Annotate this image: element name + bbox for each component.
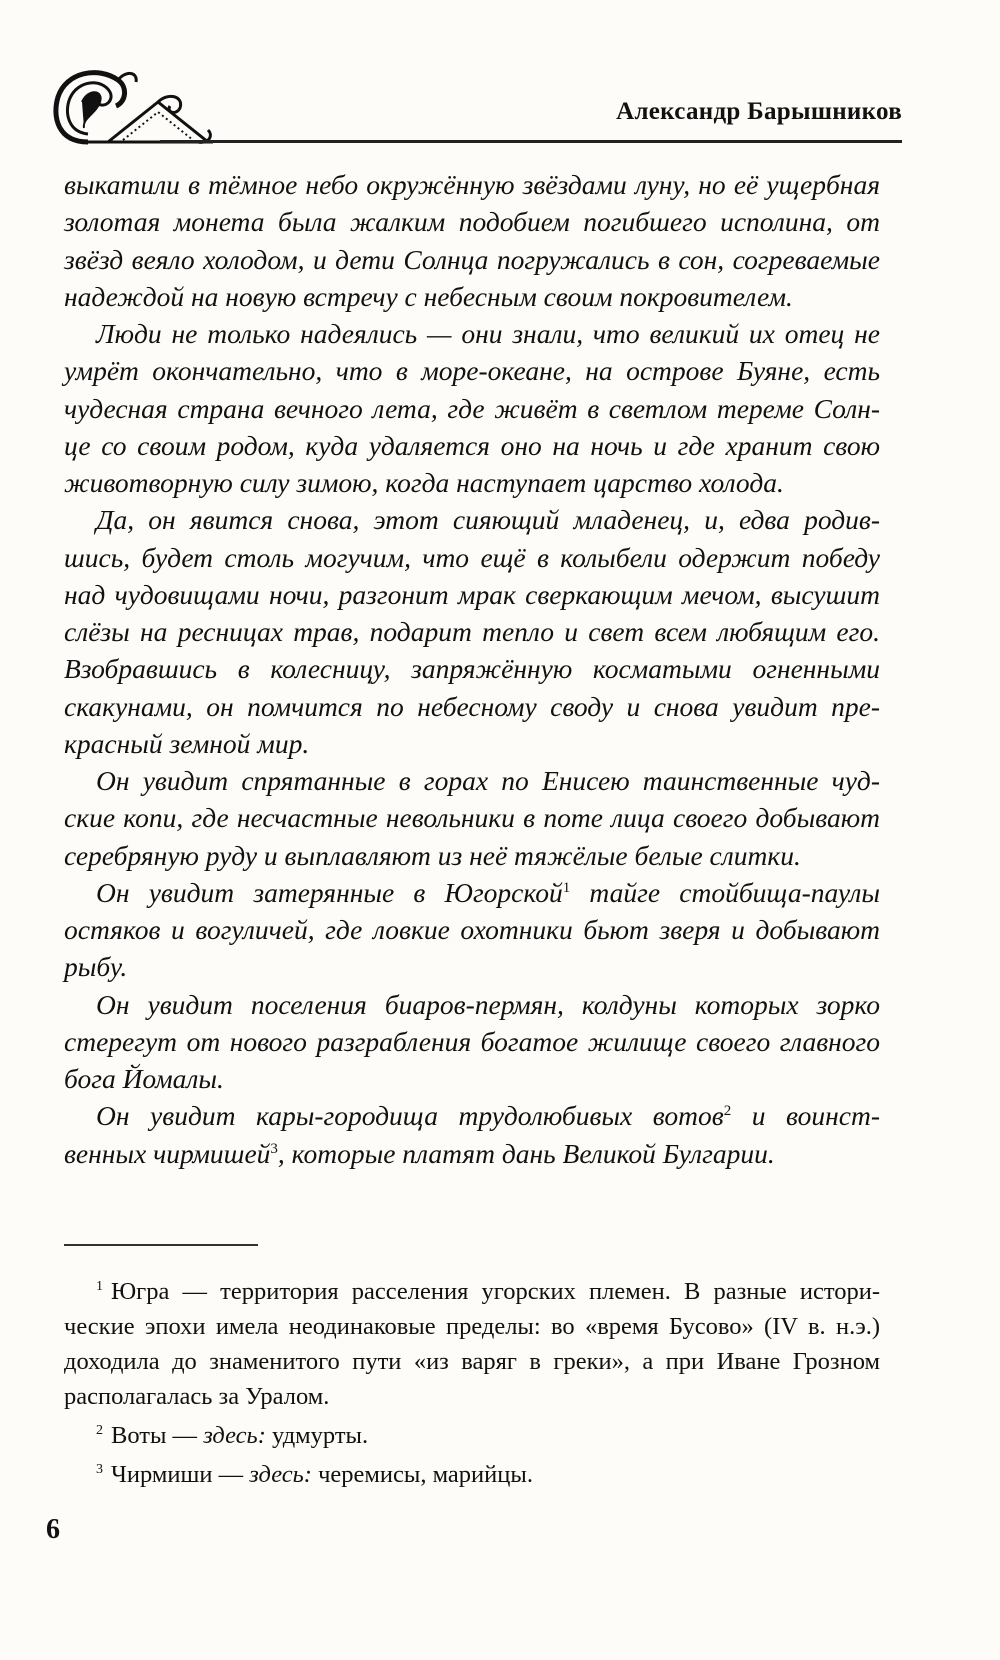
text-line: звёзд веяло холодом, и дети Солнца погружались в сон, согреваемые <box>64 243 880 275</box>
text-line: чудесная страна вечного лета, где живёт в светлом тереме Солн- <box>64 392 880 424</box>
text-line <box>64 874 880 911</box>
text-line: Да, он явится снова, этот сияющий младенец, и, едва родив- <box>96 504 880 536</box>
decorative-scroll-ornament <box>48 62 218 148</box>
footnote-3 <box>64 1457 880 1492</box>
page-number: 6 <box>46 1514 60 1545</box>
footnote-1-line: располагалась за Уралом. <box>64 1383 330 1410</box>
text-line <box>64 1135 880 1172</box>
text-line: ские копи, где несчастные невольники в поте лица своего добывают <box>64 802 880 834</box>
footnote-ref-1[interactable]: 1 <box>562 879 571 896</box>
text-line: над чудовищами ночи, разгонит мрак сверкающим мечом, высушит <box>64 578 880 610</box>
text-line: Он увидит поселения биаров-пермян, колдуны которых зорко <box>96 988 880 1020</box>
text-line: животворную силу зимою, когда наступает царство холода. <box>64 467 784 498</box>
text-line: це со своим родом, куда удаляется оно на ночь и где хранит свою <box>64 429 880 461</box>
header-rule <box>160 140 902 143</box>
text-span: Воты — <box>111 1422 204 1449</box>
text-line: выкатили в тёмное небо окружённую звёздами луну, но её ущербная <box>64 169 880 200</box>
text-span: венных чирмишей <box>64 1137 271 1169</box>
text-line: красный земной мир. <box>64 727 310 759</box>
text-line: Взобравшись в колесницу, запряжённую косматыми огненными <box>64 653 880 685</box>
text-span: здесь: <box>249 1461 312 1488</box>
text-span: и воинст- <box>731 1100 880 1132</box>
footnote-1-line: ческие эпохи имела неодинаковые пределы: во «время Бусово» (IV в. н.э.) <box>64 1313 880 1340</box>
running-header-author: Александр Барышников <box>616 98 902 125</box>
text-line: умрёт окончательно, что в море-океане, на острове Буяне, есть <box>64 355 880 387</box>
text-line: скакунами, он помчится по небесному своду и снова увидит пре- <box>64 690 880 722</box>
text-span: тайге стойбища-паулы <box>570 876 880 908</box>
text-line: золотая монета была жалким подобием погибшего исполина, от <box>64 206 880 238</box>
text-span: Югра — территория расселения угорских племен. В разные истори- <box>111 1278 880 1305</box>
text-line: шись, будет столь могучим, что ещё в колыбели одержит победу <box>64 541 880 573</box>
footnote-1-line <box>64 1274 880 1309</box>
footnote-number: 1 <box>96 1278 103 1294</box>
footnote-ref-2[interactable]: 2 <box>723 1103 732 1120</box>
footnote-separator <box>64 1244 258 1246</box>
text-line: остяков и вогуличей, где ловкие охотники бьют зверя и добывают <box>64 914 880 945</box>
footnote-2 <box>64 1418 880 1453</box>
text-line: стерегут от нового разграбления богатое жилище своего главного <box>64 1025 880 1057</box>
text-span: здесь: <box>203 1422 266 1449</box>
footnote-1-line: доходила до знаменитого пути «из варяг в греки», а при Иване Грозном <box>64 1348 880 1375</box>
footnote-number: 2 <box>96 1422 103 1438</box>
text-span: Он увидит затерянные в Югорской <box>96 876 563 908</box>
main-text <box>64 166 880 1172</box>
text-line: серебряную руду и выплавляют из неё тяжёлые белые слитки. <box>64 839 801 871</box>
footnotes <box>64 1274 880 1492</box>
text-span: черемисы, марийцы. <box>311 1461 533 1488</box>
text-span: удмурты. <box>265 1422 369 1449</box>
text-span: Он увидит кары-городища трудолюбивых вотов <box>96 1100 724 1132</box>
text-line: рыбу. <box>64 951 128 983</box>
text-line: Люди не только надеялись — они знали, что великий их отец не <box>96 318 880 349</box>
text-span: Чирмиши — <box>111 1461 250 1488</box>
text-line <box>64 1097 880 1134</box>
text-line: слёзы на ресницах трав, подарит тепло и свет всем любящим его. <box>64 616 880 647</box>
footnote-ref-3[interactable]: 3 <box>270 1140 278 1157</box>
text-span: , которые платят дань Великой Булгарии. <box>277 1137 775 1169</box>
text-line: бога Йомалы. <box>64 1063 224 1094</box>
footnote-number: 3 <box>96 1461 103 1477</box>
text-line: надеждой на новую встречу с небесным своим покровителем. <box>64 280 793 312</box>
text-line: Он увидит спрятанные в горах по Енисею таинственные чуд- <box>96 765 880 796</box>
